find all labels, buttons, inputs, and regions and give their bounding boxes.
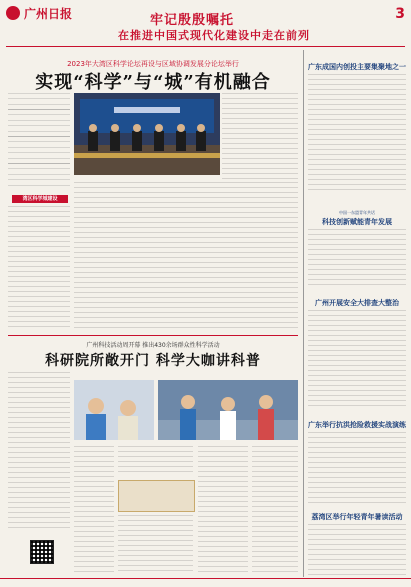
main-headline: 实现“科学”与“城”有机融合 <box>35 72 271 93</box>
page-number: 3 <box>395 6 405 22</box>
sidebar-story1-head: 广东成国内创投主要集聚地之一 <box>308 62 406 71</box>
second-body-col2 <box>118 446 193 476</box>
second-headline: 科研院所敞开门 科学大咖讲科普 <box>45 353 261 369</box>
sidebar-story4-head: 广东举行抗洪抢险救援实战演练 <box>308 420 406 429</box>
sidebar-story3-text <box>308 310 406 410</box>
forum-photo <box>74 93 220 175</box>
newspaper-logo: 广州日报 <box>24 7 73 21</box>
masthead-rule <box>6 46 405 47</box>
newspaper-logo-icon <box>6 6 20 20</box>
slogan-line-1: 牢记殷殷嘱托 <box>150 13 235 28</box>
second-kicker: 广州科技活动周开幕 推出430余场群众性科学活动 <box>86 342 220 349</box>
main-body-text <box>74 182 298 332</box>
sidebar-story5-head: 荔湾区举行年轻青年暑读活动 <box>311 512 403 521</box>
second-body-col2b <box>118 515 193 575</box>
sidebar-story3-head: 广州开展安全大排查大整治 <box>315 298 399 307</box>
second-body-col1 <box>74 446 114 576</box>
sidebar-story1-text <box>308 74 406 194</box>
page-footer <box>0 578 411 587</box>
left-column-text <box>8 206 70 331</box>
second-body-col3 <box>198 446 248 576</box>
sidebar-story5-text <box>308 524 406 576</box>
second-body-col4 <box>252 446 298 576</box>
sidebar-story4-text <box>308 432 406 504</box>
exhibit-photo <box>158 380 298 440</box>
slogan-line-2: 在推进中国式现代化建设中走在前列 <box>118 29 310 42</box>
masthead <box>0 0 411 44</box>
main-body-text-right <box>222 93 298 179</box>
sidebar-divider <box>303 50 304 577</box>
lead-paragraph <box>8 93 70 188</box>
second-left-text <box>8 372 70 532</box>
sidebar-story2-kicker: 中国一东盟青年共话 <box>339 210 375 215</box>
section-subhead: 湾区科学城建设 <box>12 195 68 203</box>
qr-code-icon <box>30 540 54 564</box>
section-divider <box>8 335 298 336</box>
children-photo <box>74 380 154 440</box>
highlight-box <box>118 480 195 512</box>
sidebar-story2-text <box>308 229 406 289</box>
main-kicker: 2023年大湾区科学论坛再设与区域协调发展分论坛举行 <box>67 60 239 68</box>
sidebar-story2-head: 科技创新赋能青年发展 <box>322 217 392 226</box>
